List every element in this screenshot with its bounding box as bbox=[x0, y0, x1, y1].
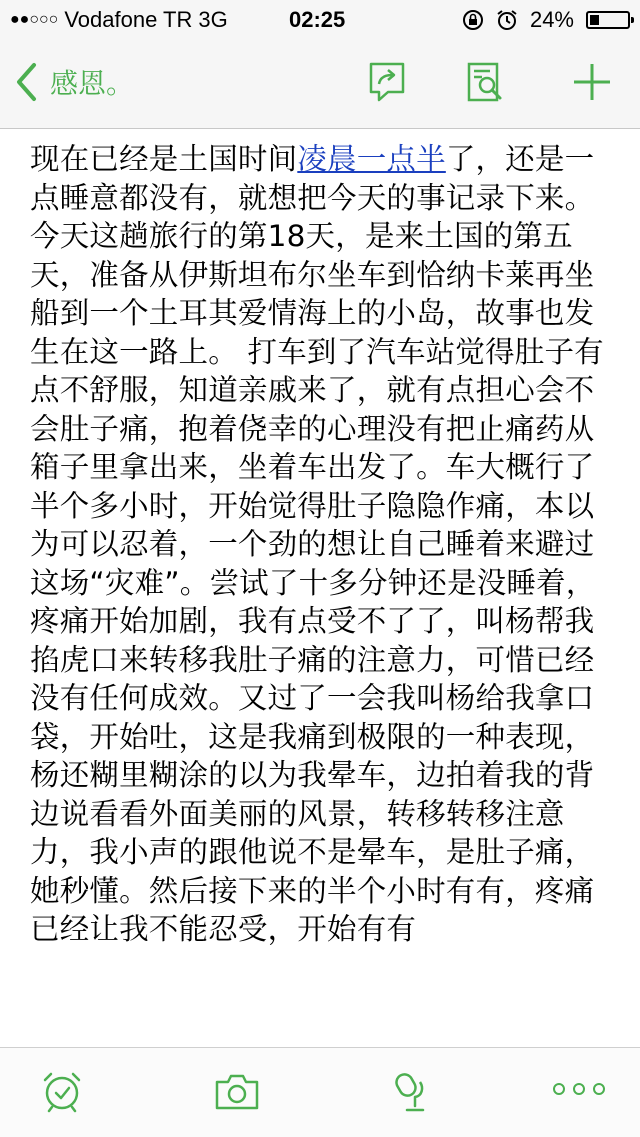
alarm-clock-icon[interactable] bbox=[40, 1070, 84, 1114]
status-time: 02:25 bbox=[289, 7, 346, 32]
note-text bbox=[30, 140, 610, 949]
rotation-lock-icon bbox=[462, 9, 484, 31]
status-right bbox=[462, 7, 630, 33]
status-left bbox=[10, 7, 228, 33]
back-button[interactable] bbox=[14, 62, 134, 102]
note-body[interactable] bbox=[30, 140, 610, 1045]
battery-percent: 24% bbox=[529, 7, 574, 32]
share-icon[interactable] bbox=[366, 60, 410, 104]
bottom-toolbar bbox=[0, 1047, 640, 1137]
search-note-icon[interactable] bbox=[463, 60, 507, 104]
alarm-icon bbox=[496, 9, 518, 31]
network-type: 3G bbox=[198, 7, 228, 32]
note-text-rest: 了，还是一点睡意都没有，就想把今天的事记录下来。 今天这趟旅行的第18天，是来土国的第五天，准备从伊斯坦布尔坐车到恰纳卡莱再坐船到一个土耳其爱情海上的小岛，故事也发生在这一路上。 打车到了汽车站觉得肚子有点不舒服，知道亲戚来了，就有点担心会不会肚子痛，抱着侥幸的心理没有把止痛药从箱子里拿出来，坐着车出发了。车大概行了半个多小时，开始觉得肚子隐隐作痛，本以为可以忍着，一个劲的想让自己睡着来避过这场“灾难”。尝试了十多分钟还是没睡着，疼痛开始加剧，我有点受不了了，叫杨帮我掐虎口来转移我肚子痛的注意力，可惜已经没有任何成效。又过了一会我叫杨给我拿口袋，开始吐，这是我痛到极限的一种表现，杨还糊里糊涂的以为我晕车，边拍着我的背边说看看外面美丽的风景，转移转移注意力，我小声的跟他说不是晕车，是肚子痛，她秒懂。然后接下来的半个小时有有，疼痛已经让我不能忍受，开始有有 bbox=[30, 142, 604, 946]
status-bar bbox=[0, 0, 640, 40]
note-title: 感恩。 bbox=[50, 67, 135, 100]
battery-icon bbox=[586, 11, 630, 29]
navbar bbox=[0, 40, 640, 129]
carrier-name: Vodafone TR bbox=[64, 7, 193, 32]
time-link[interactable]: 凌晨一点半 bbox=[297, 142, 446, 176]
signal-strength-icon: ●●○○○ bbox=[10, 11, 59, 28]
camera-icon[interactable] bbox=[213, 1070, 261, 1114]
microphone-icon[interactable] bbox=[390, 1070, 434, 1114]
chevron-left-icon bbox=[14, 62, 38, 102]
note-text-start: 现在已经是土国时间 bbox=[30, 142, 298, 176]
plus-icon[interactable] bbox=[570, 60, 614, 104]
more-icon[interactable] bbox=[552, 1082, 606, 1096]
